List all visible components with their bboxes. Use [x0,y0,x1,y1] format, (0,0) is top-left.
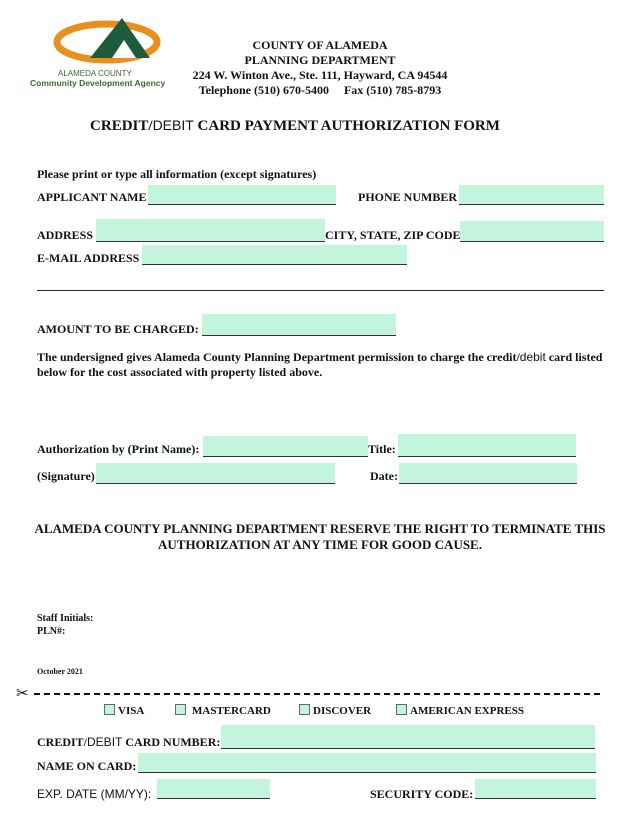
applicant-name-label: APPLICANT NAME [37,190,147,204]
header-county: COUNTY OF ALAMEDA [252,38,388,52]
staff-initials-label: Staff Initials: [37,613,94,624]
department-header [160,38,480,98]
authorization-label: Authorization by (Print Name): [37,442,200,456]
city-state-zip-field[interactable] [460,221,604,242]
card-number-label: CREDIT/DEBIT CARD NUMBER: [37,735,221,749]
header-phone: Telephone (510) 670-5400 [198,83,329,97]
exp-date-field[interactable] [157,779,270,799]
name-on-card-label: NAME ON CARD: [37,759,137,773]
logo-mark-icon [52,14,162,66]
termination-notice: ALAMEDA COUNTY PLANNING DEPARTMENT RESERVE THE RIGHT TO TERMINATE THIS AUTHORIZATION AT ANY TIME FOR GOOD CAUSE. [34,521,606,552]
form-title: CREDIT/DEBIT CARD PAYMENT AUTHORIZATION FORM [90,117,500,134]
permission-text: The undersigned gives Alameda County Planning Department permission to charge the credit/debit card listed below for the cost associated with property listed above. [37,350,603,379]
header-department: PLANNING DEPARTMENT [244,53,396,67]
email-label: E-MAIL ADDRESS [37,251,140,265]
email-field[interactable] [142,245,407,265]
security-code-label: SECURITY CODE: [370,787,474,801]
date-label: Date: [370,469,398,483]
discover-checkbox[interactable] [299,704,310,715]
security-code-field[interactable] [475,779,596,799]
instructions-text: Please print or type all information (except signatures) [37,167,317,181]
agency-logo [28,14,168,90]
staff-section [37,612,93,638]
visa-checkbox[interactable] [104,704,115,715]
signature-field[interactable] [96,463,335,484]
exp-date-label: EXP. DATE (MM/YY): [37,787,152,801]
phone-number-label: PHONE NUMBER [358,190,457,204]
date-field[interactable] [399,463,577,484]
pln-label: PLN#: [37,626,66,637]
card-number-field[interactable] [221,725,595,749]
header-address: 224 W. Winton Ave., Ste. 111, Hayward, CA 94544 [192,68,448,82]
logo-line1: ALAMEDA COUNTY [58,69,132,78]
section-divider [37,290,604,291]
header-fax: Fax (510) 785-8793 [343,83,442,97]
title-label: Title: [368,442,396,456]
card-type-visa[interactable]: VISA [104,704,144,717]
card-type-discover[interactable]: DISCOVER [299,704,371,717]
header-contact [160,83,480,98]
cut-line [34,693,600,695]
amount-field[interactable] [202,314,396,336]
logo-line2: Community Development Agency [30,78,166,88]
phone-number-field[interactable] [459,185,604,205]
card-type-mastercard[interactable]: MASTERCARD [175,704,271,717]
city-state-zip-label: CITY, STATE, ZIP CODE [325,228,461,242]
card-type-amex[interactable]: AMERICAN EXPRESS [396,704,524,717]
address-field[interactable] [96,219,325,242]
card-type-options [104,704,544,720]
name-on-card-field[interactable] [138,753,596,773]
address-label: ADDRESS [37,228,94,242]
authorization-name-field[interactable] [203,436,368,457]
title-field[interactable] [398,434,576,457]
amount-label: AMOUNT TO BE CHARGED: [37,322,199,336]
applicant-name-field[interactable] [148,185,336,205]
revision-date: October 2021 [37,667,83,676]
mastercard-checkbox[interactable] [175,704,186,715]
amex-checkbox[interactable] [396,704,407,715]
signature-label: (Signature) [37,469,95,483]
scissors-icon: ✂ [16,684,29,702]
